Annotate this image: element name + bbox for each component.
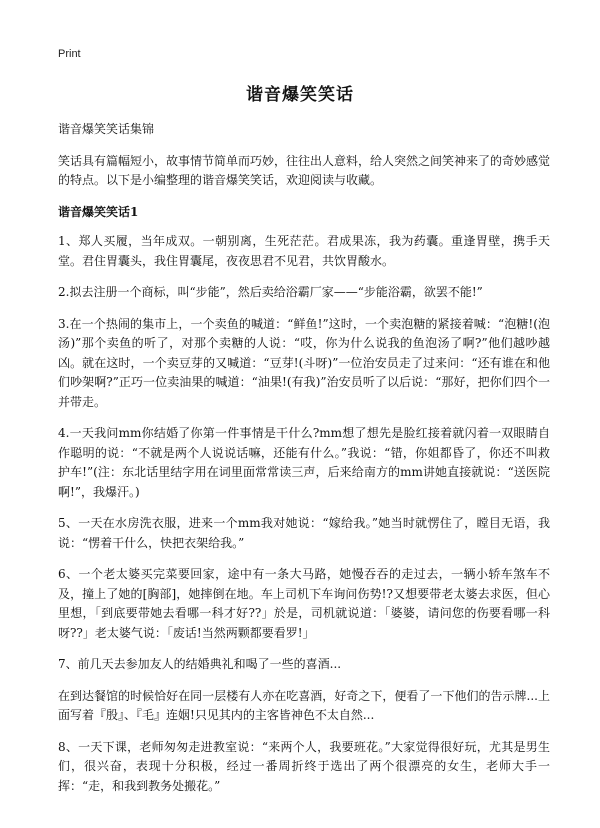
- joke-paragraph: 8、一天下课，老师匆匆走进教室说：“来两个人，我要班花。”大家觉得很好玩，尤其是男生们，很兴奋，表现十分积极，经过一番周折终于选出了两个很漂亮的女生，老师大手一挥：“走，和我到教务处搬花。”: [58, 739, 550, 793]
- print-link[interactable]: Print: [58, 48, 81, 60]
- intro-paragraph: 笑话具有篇幅短小，故事情节简单而巧妙，往往出人意料，给人突然之间笑神来了的奇妙感觉的特点。以下是小编整理的谐音爆笑笑话，欢迎阅读与收藏。: [58, 153, 551, 187]
- joke-paragraph: 5、一天在水房洗衣服，进来一个mm我对她说：“嫁给我。”她当时就愣住了，瞠目无语，我说：“愣着干什么，快把衣架给我。”: [58, 516, 550, 550]
- joke-paragraph: 7、前几天去参加友人的结婚典礼和喝了一些的喜酒...: [58, 657, 342, 671]
- joke-paragraph: 4.一天我问mm你结婚了你第一件事情是干什么?mm想了想先是脸红接着就闪着一双眼睛自作聪明的说：“不就是两个人说说话嘛，还能有什么。”我说：“错，你姐都昏了，你还不叫救护车!”(注：东北话里结字用在词里面常常读三声，后来给南方的mm讲她直接就说：“送医院啊!”，我爆汗。): [58, 426, 550, 499]
- article-body: [58, 120, 550, 808]
- section-heading: 谐音爆笑笑话1: [58, 204, 139, 219]
- joke-paragraph: 3.在一个热闹的集市上，一个卖鱼的喊道：“鲜鱼!”这时，一个卖泡糖的紧接着喊：“泡糖!(泡汤)”那个卖鱼的听了，对那个卖糖的人说：“哎，你为什么说我的鱼泡汤了啊?”他们越吵越凶。就在这时，一个卖豆芽的又喊道：“豆芽!(斗呀)”一位治安员走了过来问：“还有谁在和他们吵架啊?”正巧一位卖油果的喊道：“油果!(有我)”治安员听了以后说：“那好，把你们四个一并带走。: [58, 316, 550, 409]
- joke-paragraph: 6、一个老太婆买完菜要回家，途中有一条大马路，她慢吞吞的走过去，一辆小轿车煞车不及，撞上了她的[胸部]，她摔倒在地。车上司机下车询问伤势!?又想要带老太婆去求医，但心里想，「到底要带她去看哪一科才好??」於是，司机就说道：「婆婆，请问您的伤要看哪一科呀??」老太婆气说：「废话!当然两颗都要看罗!」: [58, 567, 550, 640]
- page-title: 谐音爆笑笑话: [246, 85, 354, 105]
- joke-paragraph: 2.拟去注册一个商标，叫“步能”，然后卖给浴霸厂家——“步能浴霸，欲罢不能!”: [58, 285, 483, 299]
- joke-paragraph: 在到达餐馆的时候恰好在同一层楼有人亦在吃喜酒，好奇之下，便看了一下他们的告示牌...上面写着『殷』、『毛』连姻!只见其内的主客皆神色不太自然...: [58, 688, 550, 722]
- joke-paragraph: 1、郑人买履，当年成双。一朝别离，生死茫茫。君成果冻，我为药囊。重逢胃壁，携手天堂。君住胃囊头，我住胃囊尾，夜夜思君不见君，共饮胃酸水。: [58, 234, 550, 268]
- article-subtitle: 谐音爆笑笑话集锦: [58, 122, 155, 136]
